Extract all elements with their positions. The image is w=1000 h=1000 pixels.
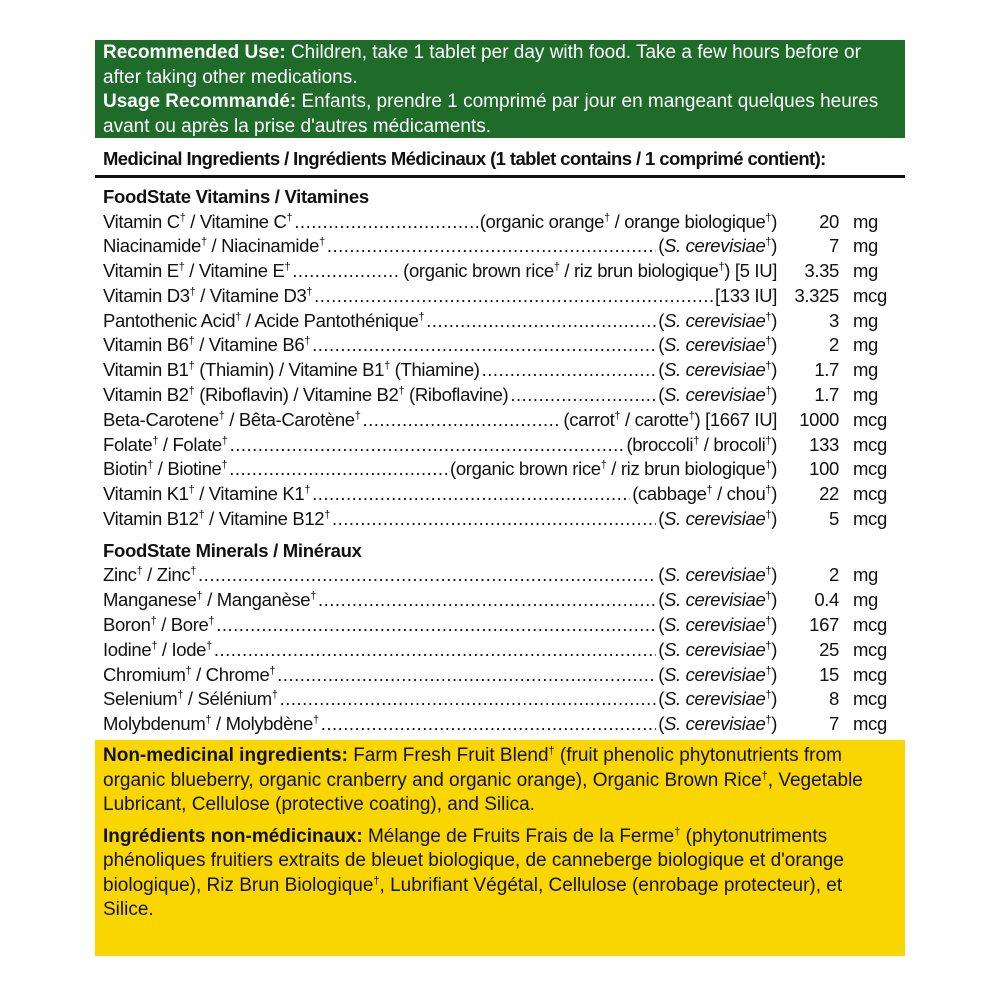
ingredient-amount: 0.4 xyxy=(814,589,839,611)
ingredient-amount: 1000 xyxy=(799,408,839,430)
ingredient-source: (S. cerevisiae†) xyxy=(658,309,777,331)
ingredient-unit: mg xyxy=(853,309,878,331)
ingredient-unit: mcg xyxy=(853,458,887,480)
ingredient-unit: mg xyxy=(853,564,878,586)
ingredient-unit: mcg xyxy=(853,483,887,505)
ingredient-unit: mcg xyxy=(853,713,887,735)
ingredient-name: Folate† / Folate† xyxy=(103,433,228,455)
ingredient-unit: mcg xyxy=(853,408,887,430)
ingredient-source: (S. cerevisiae†) xyxy=(658,613,777,635)
ingredient-row xyxy=(103,613,897,638)
dot-leader xyxy=(327,234,656,259)
ingredient-unit: mcg xyxy=(853,613,887,635)
ingredient-source: (organic orange† / orange biologique†) xyxy=(479,210,777,232)
ingredient-name: Zinc† / Zinc† xyxy=(103,564,197,586)
dot-leader xyxy=(198,563,656,588)
recommended-use-fr xyxy=(103,90,897,139)
ingredient-source: (broccoli† / brocoli†) xyxy=(626,433,777,455)
ingredient-amount: 15 xyxy=(819,663,839,685)
ingredient-source: (S. cerevisiae†) xyxy=(658,688,777,710)
dot-leader xyxy=(292,259,401,284)
dot-leader xyxy=(216,613,656,638)
dot-leader xyxy=(230,433,625,458)
ingredient-amount: 7 xyxy=(829,713,839,735)
ingredient-name: Chromium† / Chrome† xyxy=(103,663,276,685)
ingredient-source: (carrot† / carotte†) [1667 IU] xyxy=(563,408,777,430)
ingredient-amount: 133 xyxy=(809,433,839,455)
ingredient-name: Vitamin E† / Vitamine E† xyxy=(103,260,291,282)
recommended-use-panel xyxy=(95,40,905,138)
ingredient-unit: mcg xyxy=(853,663,887,685)
ingredient-row xyxy=(103,333,897,358)
ingredient-source: (S. cerevisiae†) xyxy=(658,589,777,611)
dot-leader xyxy=(229,457,448,482)
ingredient-name: Vitamin C† / Vitamine C† xyxy=(103,210,293,232)
minerals-heading: FoodState Minerals / Minéraux xyxy=(103,539,362,561)
ingredient-name: Niacinamide† / Niacinamide† xyxy=(103,235,325,257)
ingredient-unit: mg xyxy=(853,260,878,282)
medicinal-ingredients-header: Medicinal Ingredients / Ingrédients Médicinaux (1 tablet contains / 1 comprimé contient): xyxy=(95,140,905,178)
ingredient-source: (S. cerevisiae†) xyxy=(658,359,777,381)
dot-leader xyxy=(332,507,656,532)
dot-leader xyxy=(294,210,477,235)
ingredient-name: Manganese† / Manganèse† xyxy=(103,589,317,611)
ingredient-name: Biotin† / Biotine† xyxy=(103,458,228,480)
dot-leader xyxy=(363,408,562,433)
ingredient-amount: 20 xyxy=(819,210,839,232)
ingredient-unit: mg xyxy=(853,334,878,356)
ingredient-name: Vitamin K1† / Vitamine K1† xyxy=(103,483,311,505)
dot-leader xyxy=(214,638,656,663)
ingredient-unit: mg xyxy=(853,359,878,381)
ingredient-amount: 7 xyxy=(829,235,839,257)
non-medicinal-fr xyxy=(103,825,897,923)
ingredient-amount: 2 xyxy=(829,334,839,356)
ingredient-row xyxy=(103,712,897,737)
ingredient-name: Selenium† / Sélénium† xyxy=(103,688,278,710)
ingredient-amount: 25 xyxy=(819,638,839,660)
ingredient-name: Beta-Carotene† / Bêta-Carotène† xyxy=(103,408,361,430)
ingredient-row xyxy=(103,663,897,688)
ingredient-amount: 3.35 xyxy=(804,260,839,282)
recommended-use-en xyxy=(103,41,897,90)
usage-recommande-text: Enfants, prendre 1 comprimé par jour en mangeant quelques heures avant ou après la prise d'autres médicaments. xyxy=(103,91,879,137)
ingredient-row xyxy=(103,563,897,588)
ingredient-row xyxy=(103,433,897,458)
ingredient-source: (organic brown rice† / riz brun biologique†) [5 IU] xyxy=(403,260,777,282)
ingredient-name: Iodine† / Iode† xyxy=(103,638,212,660)
dot-leader xyxy=(280,687,657,712)
ingredient-amount: 1.7 xyxy=(814,359,839,381)
recommended-use-label: Recommended Use: xyxy=(103,42,286,63)
dot-leader xyxy=(277,663,656,688)
ingredient-name: Vitamin B1† (Thiamin) / Vitamine B1† (Thiamine) xyxy=(103,359,480,381)
dot-leader xyxy=(510,383,656,408)
ingredient-source: (S. cerevisiae†) xyxy=(658,334,777,356)
ingredient-amount: 1.7 xyxy=(814,384,839,406)
ingredient-source: [133 IU] xyxy=(715,284,777,306)
minerals-list xyxy=(103,563,897,737)
ingredient-name: Vitamin B2† (Riboflavin) / Vitamine B2† (Riboflavine) xyxy=(103,384,509,406)
ingredient-unit: mcg xyxy=(853,284,887,306)
ingredient-amount: 8 xyxy=(829,688,839,710)
ingredient-row xyxy=(103,284,897,309)
ingredient-amount: 5 xyxy=(829,508,839,530)
ingredient-source: (S. cerevisiae†) xyxy=(658,564,777,586)
non-medicinal-panel xyxy=(95,740,905,956)
dot-leader xyxy=(321,712,657,737)
ingredient-row xyxy=(103,588,897,613)
ingredient-source: (S. cerevisiae†) xyxy=(658,508,777,530)
ingredient-name: Molybdenum† / Molybdène† xyxy=(103,713,319,735)
ingredient-unit: mg xyxy=(853,210,878,232)
ingredient-row xyxy=(103,687,897,712)
ingredient-amount: 2 xyxy=(829,564,839,586)
ingredient-source: (S. cerevisiae†) xyxy=(658,384,777,406)
dot-leader xyxy=(312,482,630,507)
ingredient-row xyxy=(103,408,897,433)
ingredient-row xyxy=(103,358,897,383)
ingredient-unit: mcg xyxy=(853,638,887,660)
dot-leader xyxy=(482,358,657,383)
dot-leader xyxy=(318,588,656,613)
ingredient-source: (S. cerevisiae†) xyxy=(658,638,777,660)
vitamins-heading: FoodState Vitamins / Vitamines xyxy=(103,186,369,207)
ingredient-row xyxy=(103,234,897,259)
ingredient-unit: mcg xyxy=(853,433,887,455)
ingredient-row xyxy=(103,638,897,663)
non-medicinaux-label: Ingrédients non-médicinaux: xyxy=(103,825,363,847)
ingredient-amount: 3 xyxy=(829,309,839,331)
ingredient-unit: mcg xyxy=(853,688,887,710)
ingredient-source: (organic brown rice† / riz brun biologique†) xyxy=(450,458,777,480)
ingredient-name: Vitamin D3† / Vitamine D3† xyxy=(103,284,313,306)
ingredient-row xyxy=(103,507,897,532)
ingredient-row xyxy=(103,457,897,482)
ingredient-unit: mg xyxy=(853,384,878,406)
dot-leader xyxy=(312,333,656,358)
ingredients-table xyxy=(95,182,905,737)
ingredient-unit: mcg xyxy=(853,508,887,530)
dot-leader xyxy=(314,284,713,309)
vitamins-list xyxy=(103,210,897,532)
ingredient-unit: mg xyxy=(853,589,878,611)
ingredient-row xyxy=(103,482,897,507)
non-medicinal-en xyxy=(103,744,897,818)
ingredient-name: Pantothenic Acid† / Acide Pantothénique† xyxy=(103,309,425,331)
ingredient-amount: 167 xyxy=(809,613,839,635)
ingredient-name: Vitamin B6† / Vitamine B6† xyxy=(103,334,311,356)
usage-recommande-label: Usage Recommandé: xyxy=(103,91,297,112)
ingredient-source: (S. cerevisiae†) xyxy=(658,663,777,685)
ingredient-row xyxy=(103,383,897,408)
non-medicinaux-text: Mélange de Fruits Frais de la Ferme† (phytonutriments phénoliques fruitiers extraits de bleuet biologique, de canneberge biologique et d'orange biologique), Riz Brun Biologique†, Lubrifiant Végétal, Cellulose (enrobage protecteur), et Silice. xyxy=(103,825,844,920)
non-medicinal-text: Farm Fresh Fruit Blend† (fruit phenolic phytonutrients from organic blueberry, organic cranberry and organic orange), Organic Brown Rice†, Vegetable Lubricant, Cellulose (protective coating), and Silica. xyxy=(103,745,863,815)
ingredient-source: (S. cerevisiae†) xyxy=(658,235,777,257)
dot-leader xyxy=(426,309,656,334)
ingredient-name: Vitamin B12† / Vitamine B12† xyxy=(103,508,330,530)
ingredient-row xyxy=(103,259,897,284)
ingredient-amount: 22 xyxy=(819,483,839,505)
ingredient-source: (S. cerevisiae†) xyxy=(658,713,777,735)
recommended-use-text: Children, take 1 tablet per day with food. Take a few hours before or after taking other medications. xyxy=(103,42,861,88)
non-medicinal-label: Non-medicinal ingredients: xyxy=(103,745,348,766)
ingredient-amount: 3.325 xyxy=(794,284,839,306)
ingredient-row xyxy=(103,210,897,235)
ingredient-amount: 100 xyxy=(809,458,839,480)
ingredient-unit: mg xyxy=(853,235,878,257)
ingredient-row xyxy=(103,309,897,334)
ingredient-name: Boron† / Bore† xyxy=(103,613,215,635)
ingredient-source: (cabbage† / chou†) xyxy=(632,483,777,505)
